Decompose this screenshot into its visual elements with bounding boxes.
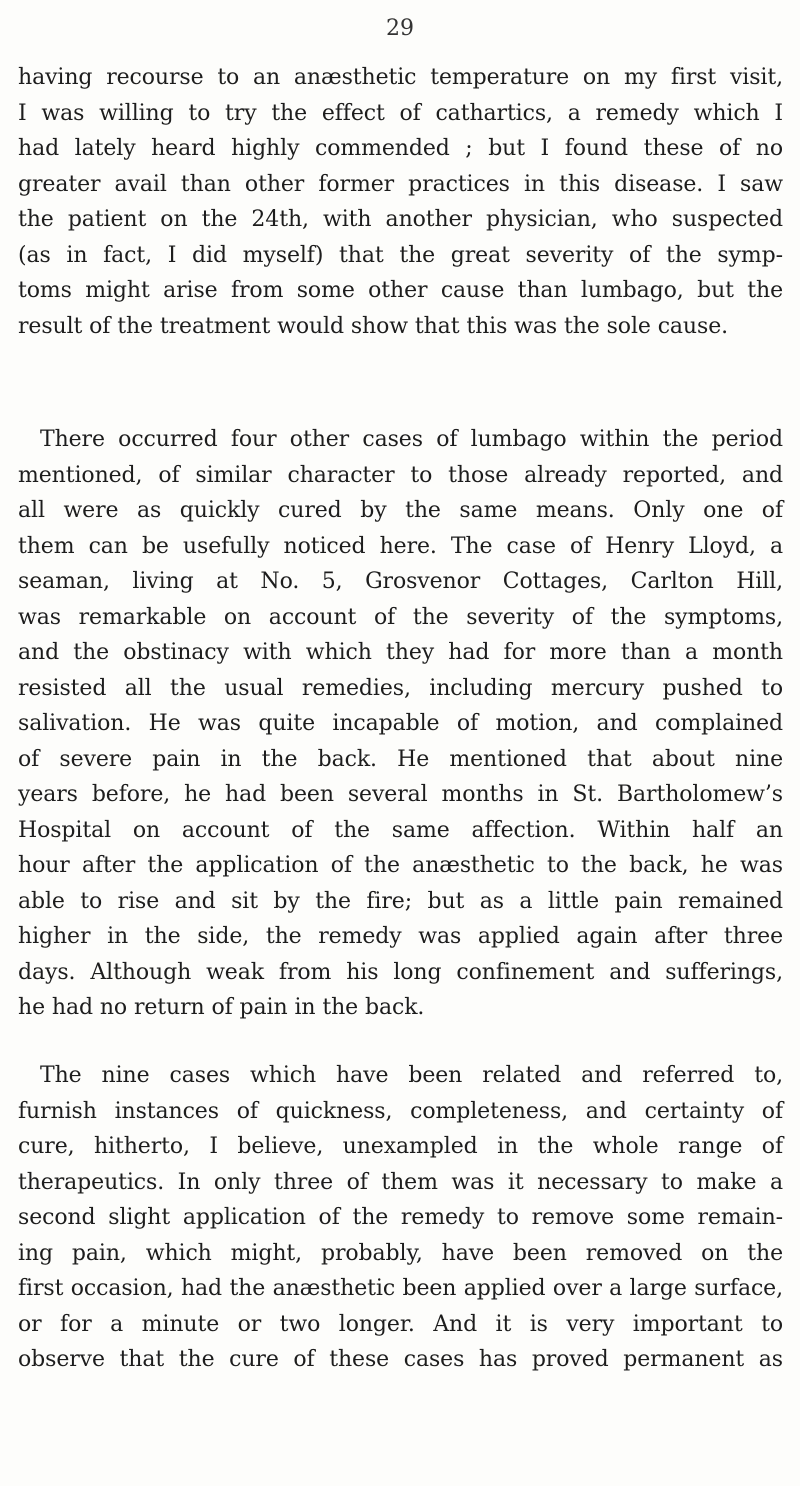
text-line: resisted all the usual remedies, including mercury pushed to [18,675,783,701]
text-line: or for a minute or two longer. And it is very important to [18,1311,783,1337]
paragraph-henry-lloyd-case [18,422,783,1026]
text-line: greater avail than other former practices in this disease. I saw [18,171,783,197]
paragraph-continuation [18,60,783,344]
text-line: cure, hitherto, I believe, unexampled in the whole range of [18,1134,783,1159]
text-line: first occasion, had the anæsthetic been applied over a large surface, [18,1276,783,1301]
text-line: of severe pain in the back. He mentioned that about nine [18,746,783,772]
text-line: them can be usefully noticed here. The case of Henry Lloyd, a [18,533,783,559]
text-line: toms might arise from some other cause than lumbago, but the [18,278,783,303]
text-line: was remarkable on account of the severity of the symptoms, [18,604,783,630]
text-line: higher in the side, the remedy was applied again after three [18,924,783,949]
text-line: days. Although weak from his long confinement and sufferings, [18,959,783,985]
text-line: furnish instances of quickness, completeness, and certainty of [18,1098,783,1124]
text-line: the patient on the 24th, with another physician, who suspected [18,207,783,232]
text-line: all were as quickly cured by the same means. Only one of [18,498,783,523]
text-line: The nine cases which have been related and referred to, [40,1063,783,1088]
text-line: seaman, living at No. 5, Grosvenor Cottages, Carlton Hill, [18,569,783,594]
text-line: and the obstinacy with which they had for more than a month [18,640,783,665]
text-line: There occurred four other cases of lumbago within the period [40,427,783,452]
text-line: had lately heard highly commended ; but I found these of no [18,136,783,161]
text-line: therapeutics. In only three of them was it necessary to make a [18,1169,783,1195]
text-line: (as in fact, I did myself) that the great severity of the symp- [18,242,783,268]
paragraph-nine-cases-summary [18,1058,783,1378]
text-line: I was willing to try the effect of cathartics, a remedy which I [18,100,783,126]
text-line: result of the treatment would show that this was the sole cause. [18,313,729,339]
text-line: salivation. He was quite incapable of motion, and complained [18,711,783,736]
text-line: Hospital on account of the same affection. Within half an [18,817,783,843]
text-line: observe that the cure of these cases has proved permanent as [18,1347,783,1372]
text-line: years before, he had been several months in St. Bartholomew’s [18,782,783,807]
text-line: able to rise and sit by the fire; but as a little pain remained [18,888,783,914]
text-line: ing pain, which might, probably, have been removed on the [18,1240,783,1266]
text-line: he had no return of pain in the back. [18,995,425,1020]
text-line: mentioned, of similar character to those already reported, and [18,462,783,488]
page-number: 29 [386,16,414,41]
text-line: second slight application of the remedy to remove some remain- [18,1205,783,1230]
text-line: hour after the application of the anæsthetic to the back, he was [18,853,783,878]
text-line: having recourse to an anæsthetic temperature on my first visit, [18,65,783,90]
